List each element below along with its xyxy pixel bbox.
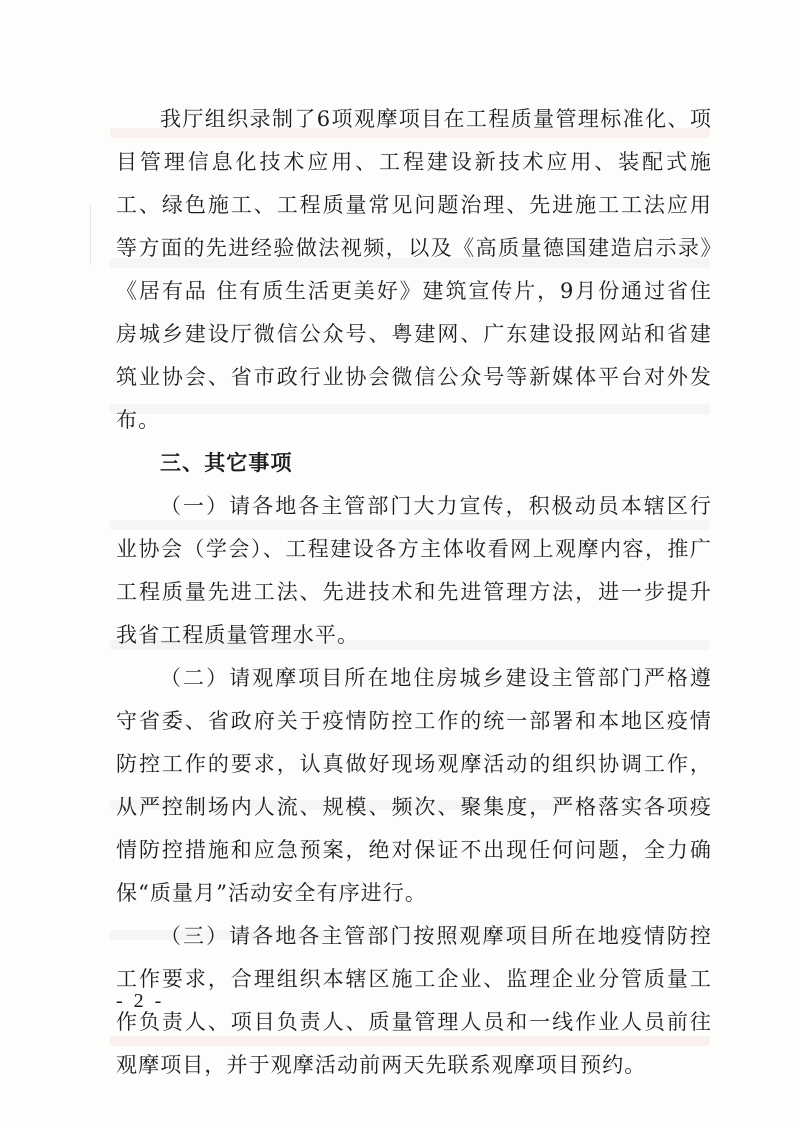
paragraph-item-2-epidemic-control: （二）请观摩项目所在地住房城乡建设主管部门严格遵守省委、省政府关于疫情防控工作的统一部署和本地区疫情防控工作的要求，认真做好现场观摩活动的组织协调工作，从严控制场内人流、规模、频次、聚集度，严格落实各项疫情防控措施和应急预案，绝对保证不出现任何问题，全力确保“质量月”活动安全有序进行。 [116,666,712,905]
page-number: - 2 - [116,990,165,1012]
document-body [116,98,712,1087]
section-heading-other-matters: 三、其它事项 [160,451,293,475]
paragraph-item-3-organize-visits: （三）请各地各主管部门按照观摩项目所在地疫情防控工作要求，合理组织本辖区施工企业、监理企业分管质量工作负责人、项目负责人、质量管理人员和一线作业人员前往观摩项目，并于观摩活动前两天先联系观摩项目预约。 [116,924,712,1077]
paragraph-video-release: 我厅组织录制了6项观摩项目在工程质量管理标准化、项目管理信息化技术应用、工程建设新技术应用、装配式施工、绿色施工、工程质量常见问题治理、先进施工工法应用等方面的先进经验做法视频，以及《高质量德国建造启示录》《居有品 住有质生活更美好》建筑宣传片，9月份通过省住房城乡建设厅微信公众号、粤建网、广东建设报网站和省建筑业协会、省市政行业协会微信公众号等新媒体平台对外发布。 [116,107,712,432]
binding-mark [90,205,91,265]
paragraph-item-1-publicity: （一）请各地各主管部门大力宣传，积极动员本辖区行业协会（学会）、工程建设各方主体收看网上观摩内容，推广工程质量先进工法、先进技术和先进管理方法，进一步提升我省工程质量管理水平。 [116,494,712,647]
